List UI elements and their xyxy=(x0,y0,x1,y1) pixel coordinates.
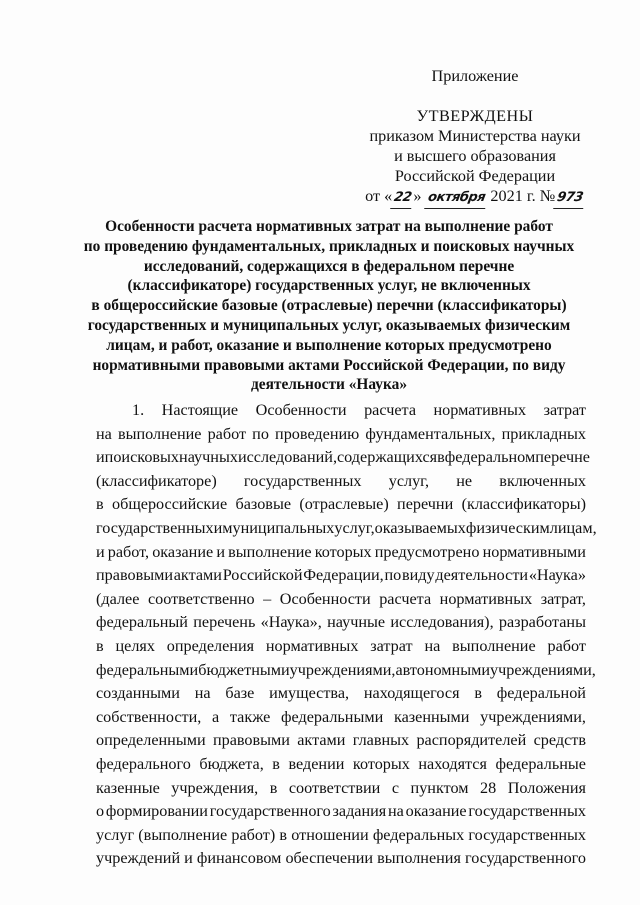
paragraph-word: выполнения xyxy=(377,849,461,868)
paragraph-word: проведению xyxy=(275,424,360,443)
paragraph-word: которых xyxy=(352,754,410,773)
paragraph-word: деятельности xyxy=(435,566,529,585)
paragraph-word: определенными xyxy=(96,731,206,750)
paragraph-word: виду xyxy=(402,566,435,585)
paragraph-line xyxy=(96,824,586,848)
paragraph-word: казенные xyxy=(96,778,160,797)
paragraph-word: федеральными xyxy=(281,707,384,726)
paragraph-word: предусмотрено xyxy=(374,542,480,561)
paragraph-word: актами xyxy=(173,566,222,585)
paragraph-word: услуг, xyxy=(334,518,375,537)
paragraph-word: исследования), xyxy=(390,613,494,632)
paragraph-word: расчета xyxy=(364,401,416,419)
paragraph-word: и xyxy=(213,518,223,537)
paragraph-word: в xyxy=(279,825,288,844)
title-line: лицам, и работ, оказание и выполнение которых предусмотрено xyxy=(106,336,552,354)
paragraph-line xyxy=(96,541,586,565)
paragraph-word: нормативными xyxy=(482,542,586,561)
paragraph-word: нормативных xyxy=(265,636,359,655)
title-line: Особенности расчета нормативных затрат на выполнение работ xyxy=(105,218,553,235)
paragraph-word: с xyxy=(391,778,400,797)
paragraph-word: учреждениями, xyxy=(480,707,586,726)
paragraph-word: затрат, xyxy=(540,589,586,608)
paragraph-word: перечни xyxy=(397,495,454,514)
paragraph-word: государственного xyxy=(464,849,586,868)
title-line: исследований, содержащихся в федеральном перечне xyxy=(143,257,515,275)
title-line: деятельности «Наука» xyxy=(250,376,408,394)
paragraph-word: бюджетными xyxy=(198,660,290,679)
paragraph-word: определения xyxy=(166,636,255,655)
paragraph-word: автономными xyxy=(395,660,491,679)
paragraph-word: перечень xyxy=(193,613,256,632)
paragraph-word: государственных xyxy=(243,471,362,490)
paragraph-word: учреждениями, xyxy=(490,660,596,679)
paragraph-word: на xyxy=(424,636,441,655)
paragraph-word: поисковых xyxy=(104,448,180,467)
paragraph-word: правовыми xyxy=(212,731,290,750)
title-line: нормативными правовыми актами Российской Федерации, по виду xyxy=(92,356,566,374)
paragraph-word: бюджета, xyxy=(199,754,264,773)
paragraph-word: выполнение xyxy=(117,424,202,443)
paragraph-word: разработаны xyxy=(498,613,586,632)
paragraph-word: и xyxy=(184,849,193,868)
document-title xyxy=(80,217,578,395)
order-date-line xyxy=(330,186,620,209)
paragraph-line xyxy=(96,588,586,612)
paragraph-word: в xyxy=(96,495,104,514)
paragraph-word: – xyxy=(263,589,272,608)
paragraph-word: затрат xyxy=(543,401,586,419)
paragraph-word: созданными xyxy=(96,684,180,703)
paragraph-line xyxy=(96,470,586,494)
paragraph-word: также xyxy=(229,707,271,726)
paragraph-line xyxy=(96,682,586,706)
paragraph-word: учреждения, xyxy=(171,778,259,797)
paragraph-line xyxy=(96,399,586,423)
paragraph-word: федеральный xyxy=(96,613,188,632)
paragraph-word: прикладных xyxy=(501,424,586,443)
paragraph-word: которых xyxy=(314,542,372,561)
paragraph-line xyxy=(96,753,586,777)
paragraph-line xyxy=(96,517,597,541)
paragraph-word: на xyxy=(96,424,112,443)
paragraph-word: федеральной xyxy=(496,684,586,703)
paragraph-word: исследований, xyxy=(237,448,337,467)
paragraph-line xyxy=(96,847,586,871)
order-line-3: Российской Федерации xyxy=(394,167,556,185)
paragraph-word: оказание xyxy=(405,802,467,821)
approval-block xyxy=(330,66,620,209)
date-day-handwritten: 22 xyxy=(390,188,415,209)
paragraph-word: финансовом xyxy=(196,849,282,868)
title-line: в общероссийские базовые (отраслевые) перечни (классификаторы) xyxy=(91,297,567,315)
paragraph-word: находящегося xyxy=(363,684,460,703)
paragraph-word: оказываемых xyxy=(374,518,466,537)
paragraph-word: Российской xyxy=(222,566,303,585)
paragraph-word: государственных xyxy=(468,825,586,844)
paragraph-word: задания xyxy=(332,802,387,821)
paragraph-word: работ xyxy=(207,424,247,443)
paragraph-word: общероссийские xyxy=(111,495,228,514)
paragraph-line xyxy=(96,777,586,801)
paragraph-line xyxy=(96,729,586,753)
order-line-1: приказом Министерства науки xyxy=(369,127,581,145)
paragraph-word: нормативных xyxy=(439,589,533,608)
paragraph-word: обеспечении xyxy=(285,849,374,868)
paragraph-word: федеральном xyxy=(444,448,536,467)
title-line: по проведению фундаментальных, прикладных и поисковых научных xyxy=(83,237,575,255)
paragraph-word: Особенности xyxy=(279,589,371,608)
paragraph-word: Федерации, xyxy=(303,566,384,585)
title-line: (классификаторе) государственных услуг, не включенных xyxy=(127,277,531,295)
paragraph-word: содержащихся xyxy=(337,448,438,467)
paragraph-word: муниципальных xyxy=(222,518,335,537)
paragraph-word: о xyxy=(96,802,105,821)
paragraph-word: формировании xyxy=(105,802,208,821)
paragraph-word: 1. xyxy=(132,401,145,419)
paragraph-word: в xyxy=(474,684,482,703)
paragraph-word: государственных xyxy=(468,802,586,821)
paragraph-word: затрат xyxy=(370,636,413,655)
paragraph-word: соответственно xyxy=(147,589,255,608)
paragraph-word: физическим xyxy=(465,518,550,537)
paragraph-word: средств xyxy=(533,731,586,750)
paragraph-word: отношении xyxy=(291,825,369,844)
paragraph-word: «Наука», xyxy=(260,613,322,632)
paragraph-line xyxy=(96,493,586,517)
paragraph-word: на xyxy=(194,684,211,703)
paragraph-word: ведении xyxy=(288,754,345,773)
paragraph-word: в xyxy=(96,636,104,655)
paragraph-word: нормативных xyxy=(433,401,527,419)
paragraph-word: расчета xyxy=(379,589,432,608)
paragraph-word: научных xyxy=(179,448,238,467)
paragraph-word: актами xyxy=(297,731,346,750)
paragraph-word: не xyxy=(456,471,473,490)
paragraph-word: федеральные xyxy=(495,754,586,773)
paragraph-word: соответствии xyxy=(288,778,381,797)
paragraph-word: Настоящие xyxy=(161,401,239,419)
paragraph-word: в xyxy=(272,754,280,773)
paragraph-word: фундаментальных, xyxy=(365,424,496,443)
paragraph-line xyxy=(96,659,596,683)
paragraph-line xyxy=(96,611,586,635)
paragraph-word: федеральных xyxy=(372,825,465,844)
title-line: государственных и муниципальных услуг, оказываемых физическим xyxy=(87,316,571,334)
paragraph-word: и xyxy=(96,542,105,561)
paragraph-word: (выполнение xyxy=(138,825,228,844)
paragraph-word: выполнение xyxy=(452,636,536,655)
paragraph-word: федерального xyxy=(96,754,191,773)
paragraph-word: базе xyxy=(225,684,255,703)
paragraph-word: главных xyxy=(352,731,410,750)
paragraph-word: (отраслевые) xyxy=(299,495,389,514)
paragraph-line xyxy=(96,706,586,730)
order-number-handwritten: 973 xyxy=(553,188,586,209)
paragraph-word: работ) xyxy=(231,825,276,844)
paragraph-word: (классификаторе) xyxy=(96,471,217,490)
paragraph-word: выполнение xyxy=(228,542,312,561)
date-mid: » xyxy=(413,187,422,205)
paragraph-word: по xyxy=(252,424,269,443)
paragraph-word: учреждений xyxy=(96,849,181,868)
paragraph-word: услуг xyxy=(96,825,135,844)
paragraph-word: собственности, xyxy=(96,707,202,726)
date-year: 2021 г. № xyxy=(490,187,556,205)
paragraph-word: по xyxy=(384,566,402,585)
paragraph-word: находятся xyxy=(418,754,487,773)
paragraph-line xyxy=(96,446,590,470)
paragraph-word: 28 xyxy=(480,778,497,797)
paragraph-word: лицам, xyxy=(549,518,597,537)
paragraph-1 xyxy=(96,399,597,871)
paragraph-line xyxy=(96,800,586,824)
paragraph-word: государственных xyxy=(96,518,214,537)
paragraph-word: и xyxy=(96,448,105,467)
paragraph-line xyxy=(96,423,586,447)
paragraph-word: Положения xyxy=(507,778,586,797)
annex-label: Приложение xyxy=(431,67,519,85)
paragraph-word: (далее xyxy=(96,589,140,608)
date-prefix: от « xyxy=(365,187,393,205)
paragraph-word: «Наука» xyxy=(528,566,586,585)
approved-label: УТВЕРЖДЕНЫ xyxy=(416,107,534,125)
paragraph-word: услуг, xyxy=(388,471,430,490)
paragraph-word: и xyxy=(216,542,225,561)
paragraph-word: распорядителей xyxy=(416,731,527,750)
paragraph-word: оказание xyxy=(152,542,214,561)
paragraph-word: (классификаторы) xyxy=(461,495,586,514)
order-line-2: и высшего образования xyxy=(394,147,556,165)
date-month-handwritten: октября xyxy=(424,188,489,209)
paragraph-word: перечне xyxy=(535,448,590,467)
paragraph-word: государственного xyxy=(209,802,331,821)
paragraph-word: базовые xyxy=(235,495,292,514)
paragraph-word: федеральными xyxy=(96,660,199,679)
paragraph-word: работ, xyxy=(107,542,150,561)
paragraph-word: целях xyxy=(115,636,155,655)
paragraph-word: на xyxy=(388,802,404,821)
paragraph-word: включенных xyxy=(499,471,586,490)
paragraph-word: работ xyxy=(547,636,586,655)
paragraph-word: казенными xyxy=(393,707,470,726)
paragraph-line xyxy=(96,635,586,659)
paragraph-word: правовыми xyxy=(96,566,173,585)
paragraph-word: учреждениями, xyxy=(289,660,396,679)
paragraph-word: в xyxy=(437,448,445,467)
paragraph-word: научные xyxy=(327,613,386,632)
paragraph-word: Особенности xyxy=(255,401,347,419)
paragraph-line xyxy=(96,564,586,588)
paragraph-word: в xyxy=(269,778,278,797)
paragraph-word: а xyxy=(212,707,220,726)
paragraph-word: пунктом xyxy=(410,778,469,797)
paragraph-word: имущества, xyxy=(269,684,350,703)
